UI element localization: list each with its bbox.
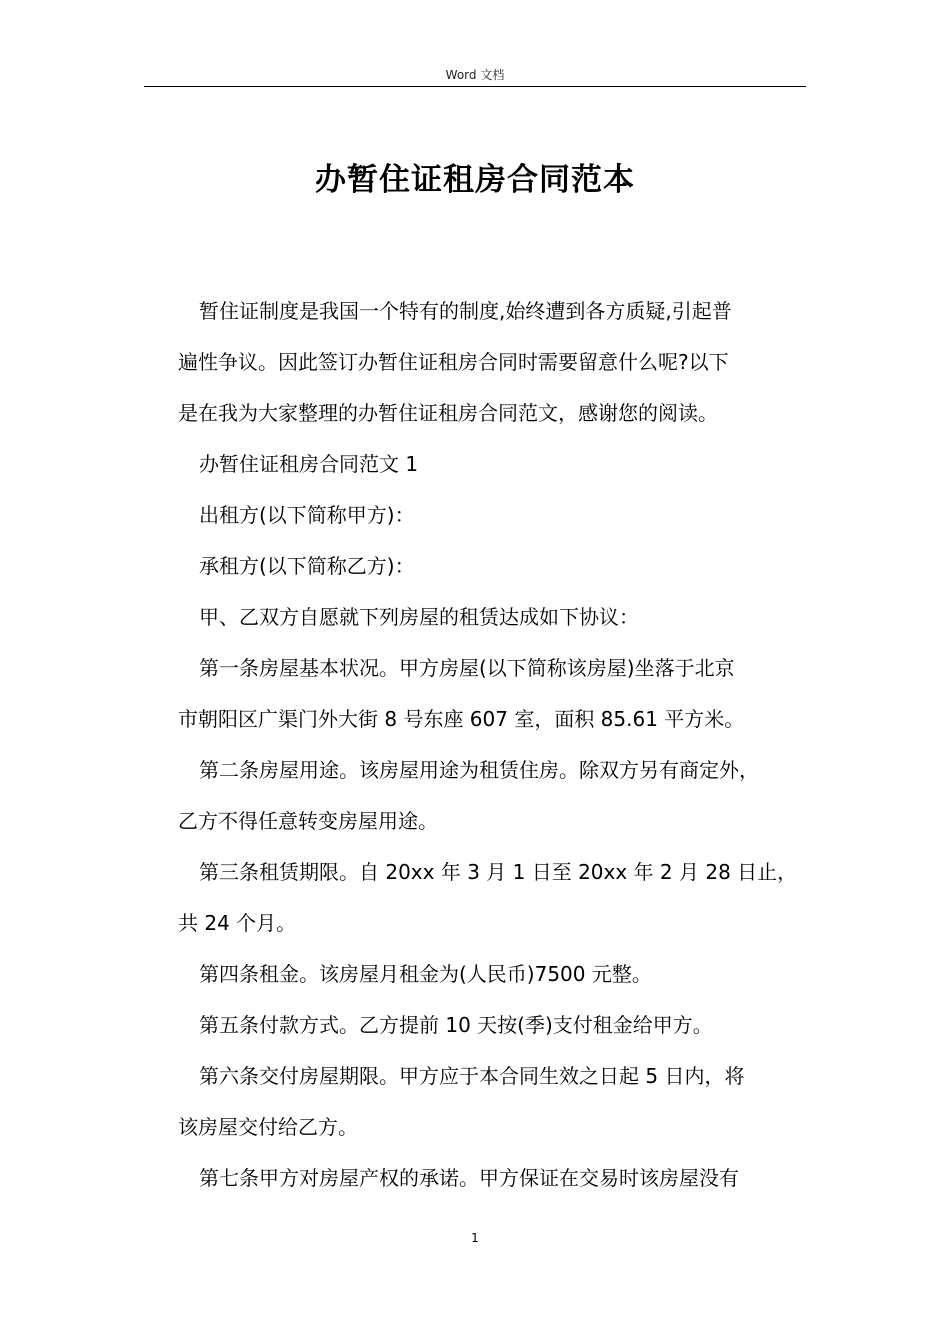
body-line: 第一条房屋基本状况。甲方房屋(以下简称该房屋)坐落于北京 (199, 656, 735, 680)
body-line: 第五条付款方式。乙方提前 10 天按(季)支付租金给甲方。 (199, 1013, 713, 1037)
body-line: 第七条甲方对房屋产权的承诺。甲方保证在交易时该房屋没有 (199, 1166, 739, 1190)
header-rule (144, 86, 806, 87)
body-line: 办暂住证租房合同范文 1 (199, 452, 419, 476)
body-line: 暂住证制度是我国一个特有的制度,始终遭到各方质疑,引起普 (199, 299, 732, 323)
body-line: 遍性争议。因此签订办暂住证租房合同时需要留意什么呢?以下 (178, 350, 729, 374)
body-line: 第四条租金。该房屋月租金为(人民币)7500 元整。 (199, 962, 652, 986)
body-line: 出租方(以下简称甲方)： (199, 503, 415, 527)
page-number: 1 (471, 1231, 479, 1245)
body-line: 第三条租赁期限。自 20xx 年 3 月 1 日至 20xx 年 2 月 28 日止， (199, 860, 798, 884)
body-line: 第六条交付房屋期限。甲方应于本合同生效之日起 5 日内，将 (199, 1064, 745, 1088)
body-line: 该房屋交付给乙方。 (178, 1115, 358, 1139)
document-body (178, 286, 818, 1204)
header-label: Word 文档 (445, 68, 505, 82)
body-line: 第二条房屋用途。该房屋用途为租赁住房。除双方另有商定外， (199, 758, 759, 782)
body-line: 共 24 个月。 (178, 911, 297, 935)
body-line: 承租方(以下简称乙方)： (199, 554, 415, 578)
body-line: 甲、乙双方自愿就下列房屋的租赁达成如下协议： (199, 605, 639, 629)
body-line: 是在我为大家整理的办暂住证租房合同范文，感谢您的阅读。 (178, 401, 718, 425)
document-title: 办暂住证租房合同范本 (315, 162, 635, 198)
body-line: 市朝阳区广渠门外大街 8 号东座 607 室，面积 85.61 平方米。 (178, 707, 745, 731)
body-line: 乙方不得任意转变房屋用途。 (178, 809, 438, 833)
